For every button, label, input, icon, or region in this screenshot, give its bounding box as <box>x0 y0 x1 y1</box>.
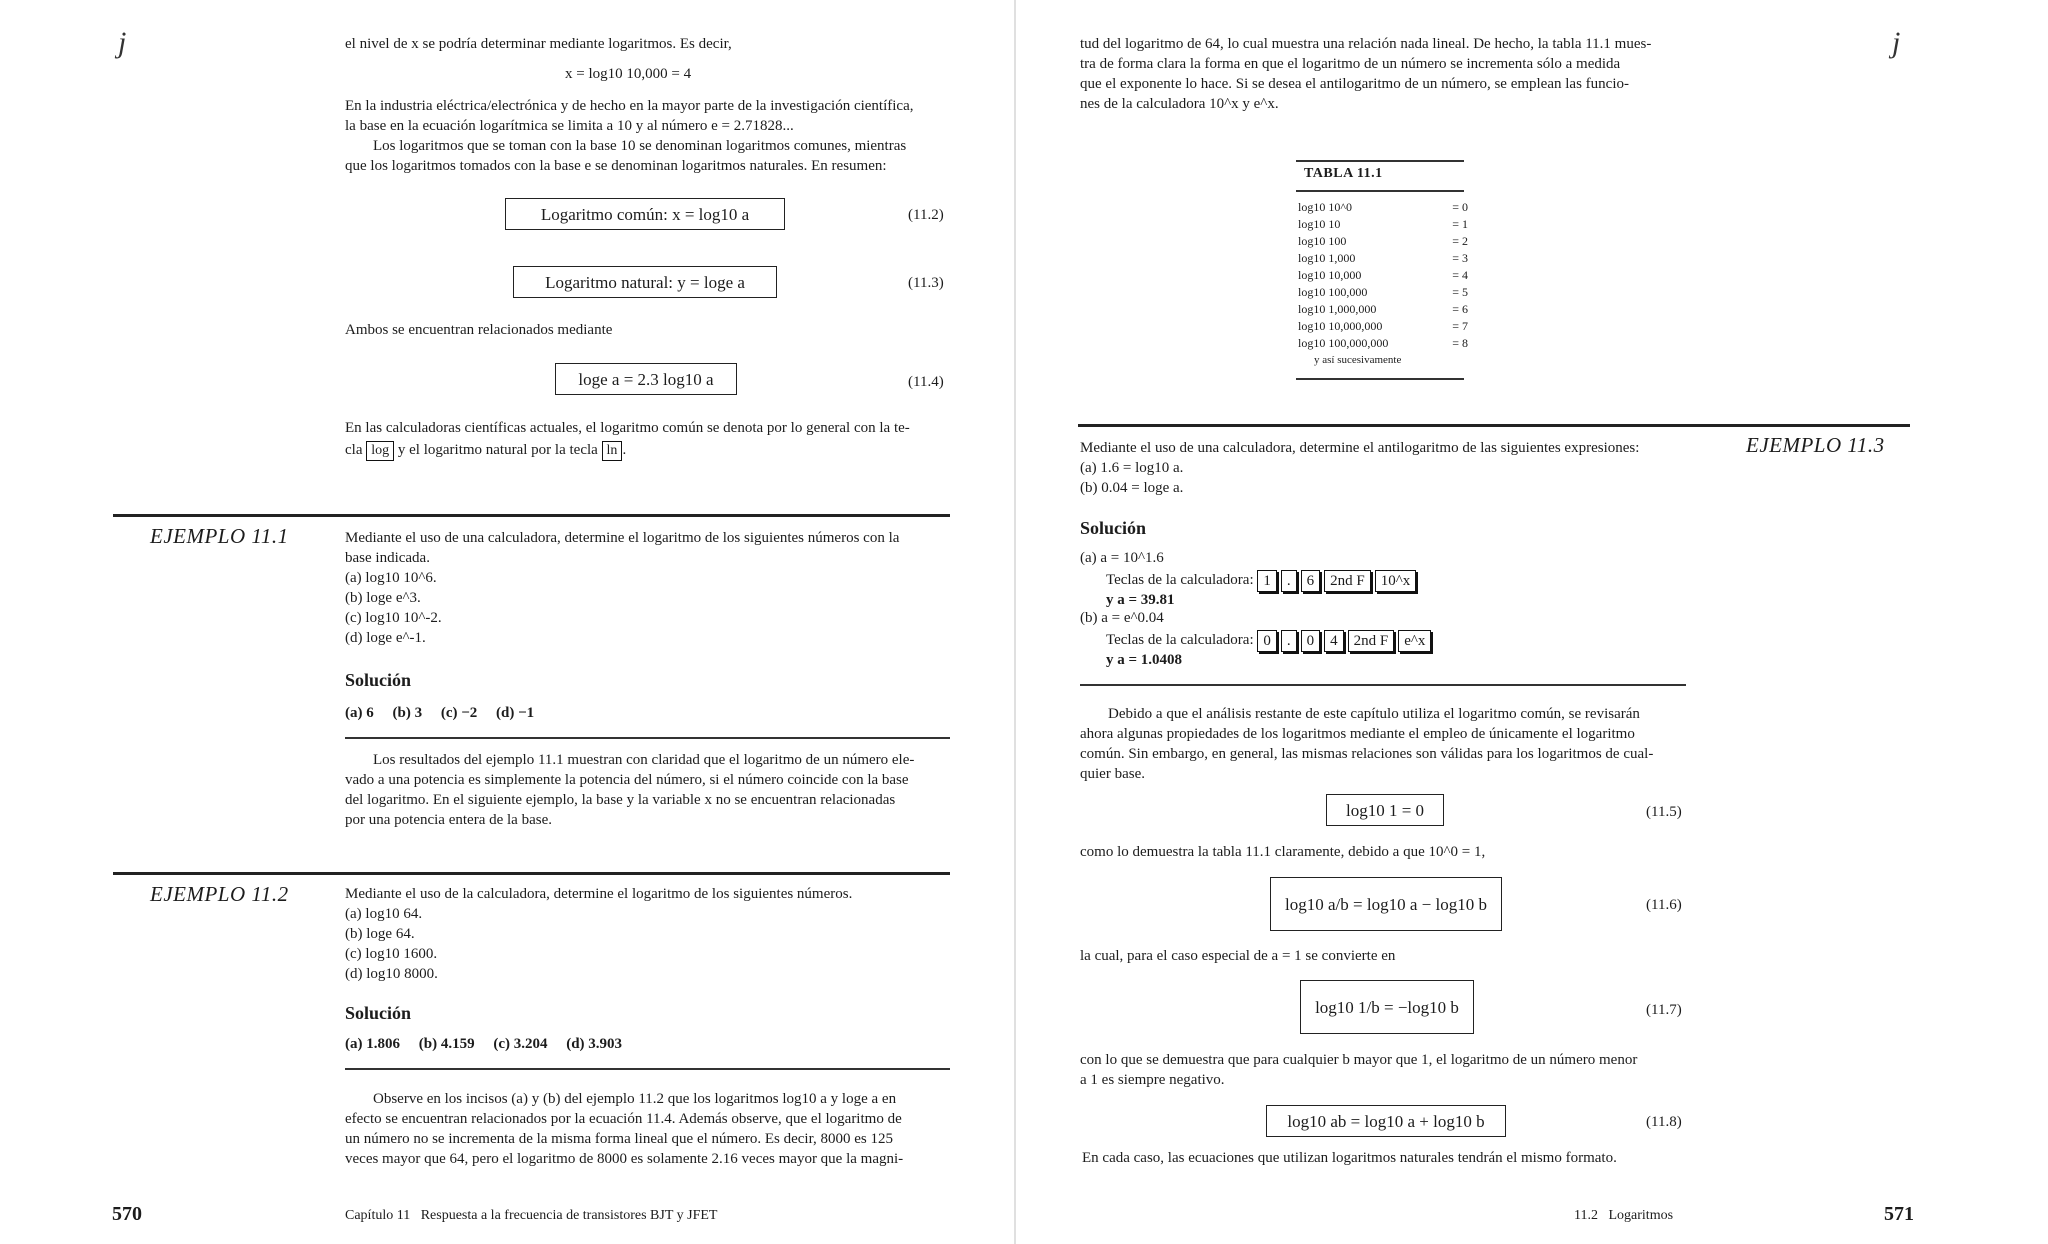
table-cell: = 6 <box>1452 302 1468 316</box>
table-cell: log10 10,000 <box>1298 268 1362 282</box>
example-label: EJEMPLO 11.2 <box>150 882 289 906</box>
table-row <box>1298 335 1468 352</box>
text-line: del logaritmo. En el siguiente ejemplo, la base y la variable x no se encuentran relacionadas <box>345 792 896 808</box>
equation-11-8: log10 ab = log10 a + log10 b <box>1266 1105 1506 1137</box>
example-11-1-statement <box>345 528 945 648</box>
text-line: con lo que se demuestra que para cualquier b mayor que 1, el logaritmo de un número menor <box>1080 1052 1638 1068</box>
keys-label: Teclas de la calculadora: <box>1106 572 1254 588</box>
footer-right: 11.2 Logaritmos <box>1574 1208 1674 1223</box>
equation-number: (11.2) <box>908 207 944 223</box>
solution-a-line: (a) a = 10^1.6 <box>1080 550 1164 566</box>
paragraph-observe <box>345 1089 950 1169</box>
table-cell: log10 10,000,000 <box>1298 319 1383 333</box>
calculator-key: e^x <box>1398 630 1431 652</box>
equation-number: (11.8) <box>1646 1114 1682 1130</box>
table-rule <box>1296 160 1464 162</box>
footer-left: Capítulo 11 Respuesta a la frecuencia de transistores BJT y JFET <box>345 1208 718 1223</box>
section-rule <box>1078 424 1910 427</box>
table-cell: = 8 <box>1452 336 1468 350</box>
text-line: (d) loge e^-1. <box>345 630 426 646</box>
relation-text: Ambos se encuentran relacionados mediante <box>345 322 613 338</box>
solution-b-line: (b) a = e^0.04 <box>1080 610 1164 626</box>
equation-number: (11.5) <box>1646 804 1682 820</box>
text-line: (a) log10 64. <box>345 906 423 922</box>
calculator-key: . <box>1281 630 1297 652</box>
section-rule <box>113 872 950 875</box>
text-line: En la industria eléctrica/electrónica y de hecho en la mayor parte de la investigación científica, <box>345 98 914 114</box>
text-fragment: y el logaritmo natural por la tecla <box>397 442 598 458</box>
table-cell: log10 10^0 <box>1298 200 1352 214</box>
text-line: un número no se incrementa de la misma forma lineal que el número. Es decir, 8000 es 125 <box>345 1131 893 1147</box>
calculator-key: 1 <box>1257 570 1277 592</box>
text-line: (a) log10 10^6. <box>345 570 437 586</box>
table-row <box>1298 284 1468 301</box>
text-line: (c) log10 10^-2. <box>345 610 442 626</box>
table-cell: = 7 <box>1452 319 1468 333</box>
table-row <box>1298 250 1468 267</box>
intro-equation: x = log10 10,000 = 4 <box>565 66 692 82</box>
table-title: TABLA 11.1 <box>1304 166 1383 181</box>
table-row <box>1298 199 1468 216</box>
equation-number: (11.7) <box>1646 1002 1682 1018</box>
intro-line: el nivel de x se podría determinar mediante logaritmos. Es decir, <box>345 36 732 52</box>
text-fragment: cla <box>345 442 363 458</box>
text-line: tra de forma clara la forma en que el logaritmo de un número se incrementa sólo a medida <box>1080 56 1621 72</box>
log-key: log <box>366 441 394 461</box>
calculator-key: 2nd F <box>1348 630 1395 652</box>
example-11-2-statement <box>345 884 945 984</box>
text-line: Mediante el uso de una calculadora, determine el logaritmo de los siguientes números con la <box>345 530 900 546</box>
solution-heading: Solución <box>345 670 412 690</box>
page-gutter <box>1014 0 1016 1244</box>
equation-number: (11.6) <box>1646 897 1682 913</box>
table-row <box>1298 216 1468 233</box>
table-row <box>1298 318 1468 335</box>
section-rule <box>345 1068 950 1070</box>
text-line: Observe en los incisos (a) y (b) del ejemplo 11.2 que los logaritmos log10 a y loge a en <box>373 1091 897 1107</box>
paragraph-bases <box>345 96 945 176</box>
table-cell: log10 1,000 <box>1298 251 1356 265</box>
table-row <box>1298 301 1468 318</box>
equation-relation: loge a = 2.3 log10 a <box>555 363 737 395</box>
calculator-key: 4 <box>1324 630 1344 652</box>
text-line: Mediante el uso de la calculadora, determine el logaritmo de los siguientes números. <box>345 886 853 902</box>
text-line: común. Sin embargo, en general, las mismas relaciones son válidas para los logaritmos de cual- <box>1080 746 1654 762</box>
section-rule <box>345 737 950 739</box>
text-line: (b) loge e^3. <box>345 590 421 606</box>
table-cell: = 4 <box>1452 268 1468 282</box>
text-line: vado a una potencia es simplemente la potencia del número, si el número coincide con la base <box>345 772 909 788</box>
table-cell: log10 1,000,000 <box>1298 302 1377 316</box>
table-cell: log10 100,000,000 <box>1298 336 1389 350</box>
table-rule <box>1296 378 1464 380</box>
text-line: base indicada. <box>345 550 430 566</box>
page-number-right: 571 <box>1884 1203 1914 1225</box>
paragraph-properties <box>1080 704 1690 784</box>
section-rule <box>113 514 950 517</box>
calculator-paragraph <box>345 418 945 461</box>
text-line: Debido a que el análisis restante de este capítulo utiliza el logaritmo común, se revisarán <box>1108 706 1640 722</box>
text-line: Mediante el uso de una calculadora, determine el antilogaritmo de las siguientes expresiones: <box>1080 440 1640 456</box>
text-line: (b) loge 64. <box>345 926 415 942</box>
eq5-text: como lo demuestra la tabla 11.1 claramente, debido a que 10^0 = 1, <box>1080 844 1486 860</box>
equation-natural-log: Logaritmo natural: y = loge a <box>513 266 777 298</box>
text-line: (c) log10 1600. <box>345 946 438 962</box>
table-cell: log10 100 <box>1298 234 1347 248</box>
text-line: quier base. <box>1080 766 1145 782</box>
text-line: a 1 es siempre negativo. <box>1080 1072 1225 1088</box>
table-cell: = 5 <box>1452 285 1468 299</box>
ln-key: ln <box>602 441 623 461</box>
closing-text: En cada caso, las ecuaciones que utilizan logaritmos naturales tendrán el mismo formato. <box>1082 1150 1617 1166</box>
text-fragment: . <box>622 442 627 458</box>
example-11-3-statement <box>1080 438 1700 498</box>
table-footer: y así sucesivamente <box>1314 354 1402 366</box>
text-line: Los resultados del ejemplo 11.1 muestran con claridad que el logaritmo de un número ele- <box>373 752 915 768</box>
page-number-left: 570 <box>112 1203 142 1225</box>
text-line: En las calculadoras científicas actuales, el logaritmo común se denota por lo general con la te- <box>345 420 910 436</box>
solution-heading: Solución <box>345 1003 412 1023</box>
equation-11-5: log10 1 = 0 <box>1326 794 1444 826</box>
result-a: y a = 39.81 <box>1106 592 1175 608</box>
calculator-key: 2nd F <box>1324 570 1371 592</box>
margin-mark-right: j <box>1892 26 1901 59</box>
section-rule <box>1080 684 1686 686</box>
text-line: efecto se encuentran relacionados por la ecuación 11.4. Además observe, que el logaritmo de <box>345 1111 902 1127</box>
text-line: nes de la calculadora 10^x y e^x. <box>1080 96 1279 112</box>
keys-row-b <box>1106 629 1435 652</box>
eq7-text <box>1080 1050 1690 1090</box>
text-line: (d) log10 8000. <box>345 966 438 982</box>
text-line: que los logaritmos tomados con la base e se denominan logaritmos naturales. En resumen: <box>345 158 887 174</box>
calculator-key: 0 <box>1301 630 1321 652</box>
equation-common-log: Logaritmo común: x = log10 a <box>505 198 785 230</box>
text-line: (b) 0.04 = loge a. <box>1080 480 1184 496</box>
equation-11-6: log10 a/b = log10 a − log10 b <box>1270 877 1502 931</box>
table-rule <box>1296 190 1464 192</box>
text-line: Los logaritmos que se toman con la base 10 se denominan logaritmos comunes, mientras <box>373 138 907 154</box>
calculator-key: 10^x <box>1375 570 1417 592</box>
table-row <box>1298 267 1468 284</box>
margin-mark-left: j <box>118 26 127 59</box>
solution-heading: Solución <box>1080 518 1147 538</box>
text-line: la base en la ecuación logarítmica se limita a 10 y al número e = 2.71828... <box>345 118 794 134</box>
text-line: veces mayor que 64, pero el logaritmo de 8000 es solamente 2.16 veces mayor que la magni- <box>345 1151 904 1167</box>
example-label: EJEMPLO 11.1 <box>150 524 289 548</box>
calculator-key: 0 <box>1257 630 1277 652</box>
table-cell: log10 10 <box>1298 217 1341 231</box>
keys-row-a <box>1106 569 1420 592</box>
example-11-1-answers: (a) 6 (b) 3 (c) −2 (d) −1 <box>345 705 535 721</box>
paragraph-results <box>345 750 950 830</box>
table-cell: = 0 <box>1452 200 1468 214</box>
example-11-2-answers: (a) 1.806 (b) 4.159 (c) 3.204 (d) 3.903 <box>345 1036 623 1052</box>
calculator-key: . <box>1281 570 1297 592</box>
table-cell: = 1 <box>1452 217 1468 231</box>
text-line: tud del logaritmo de 64, lo cual muestra una relación nada lineal. De hecho, la tabla 11.1 mues- <box>1080 36 1652 52</box>
equation-number: (11.3) <box>908 275 944 291</box>
table-row <box>1298 233 1468 250</box>
keys-label: Teclas de la calculadora: <box>1106 632 1254 648</box>
table-cell: = 2 <box>1452 234 1468 248</box>
eq6-text: la cual, para el caso especial de a = 1 se convierte en <box>1080 948 1396 964</box>
example-label: EJEMPLO 11.3 <box>1746 433 1885 457</box>
text-line: por una potencia entera de la base. <box>345 812 552 828</box>
equation-number: (11.4) <box>908 374 944 390</box>
text-line: (a) 1.6 = log10 a. <box>1080 460 1184 476</box>
result-b: y a = 1.0408 <box>1106 652 1183 668</box>
paragraph-table-intro <box>1080 34 1690 114</box>
table-cell: log10 100,000 <box>1298 285 1368 299</box>
text-line: ahora algunas propiedades de los logaritmos mediante el empleo de únicamente el logaritmo <box>1080 726 1635 742</box>
text-line: que el exponente lo hace. Si se desea el antilogaritmo de un número, se emplean las funcio- <box>1080 76 1629 92</box>
calculator-key: 6 <box>1301 570 1321 592</box>
table-11-1 <box>1298 199 1468 369</box>
table-cell: = 3 <box>1452 251 1468 265</box>
equation-11-7: log10 1/b = −log10 b <box>1300 980 1474 1034</box>
